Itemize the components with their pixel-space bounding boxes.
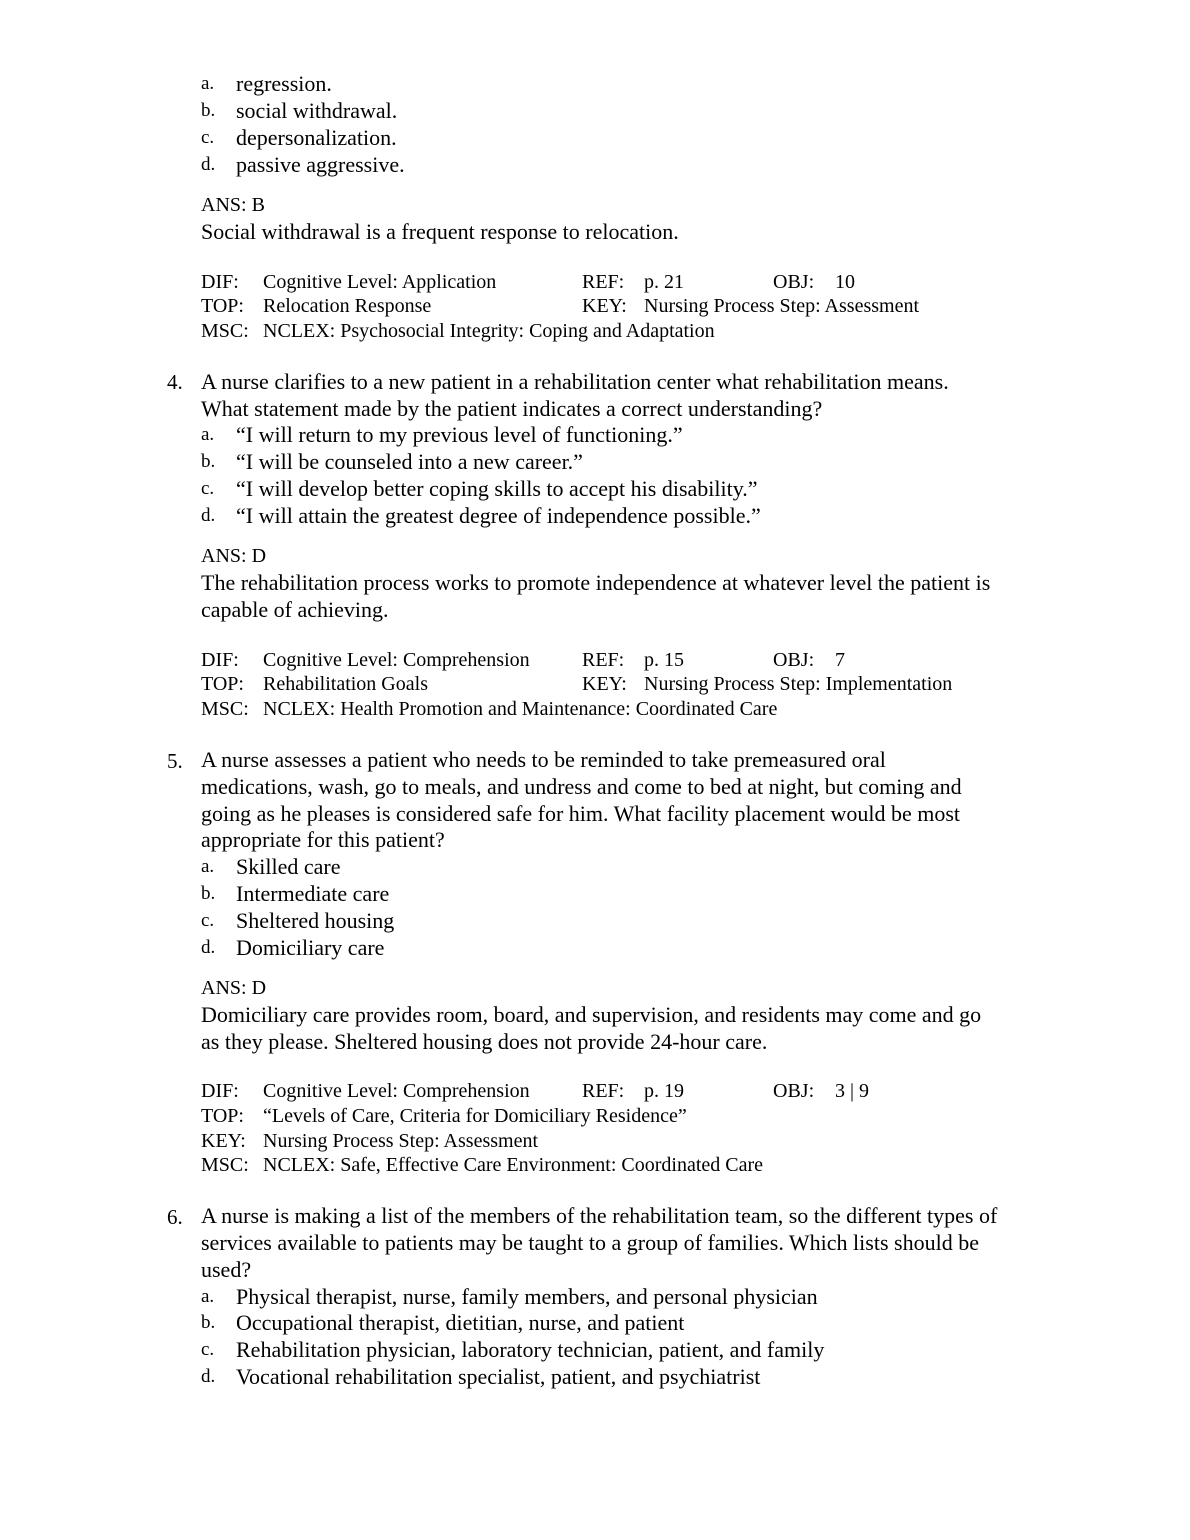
question-stem-line: used? xyxy=(201,1257,252,1282)
rationale-line: as they please. Sheltered housing does not provide 24-hour care. xyxy=(201,1029,768,1054)
top-value: Relocation Response xyxy=(263,295,432,317)
option-text: Physical therapist, nurse, family members, and personal physician xyxy=(236,1284,818,1309)
top-label: TOP: xyxy=(201,673,244,695)
option-letter: d. xyxy=(201,505,216,526)
option-letter: c. xyxy=(201,910,215,931)
ref-label: REF: xyxy=(582,649,625,671)
option-letter: d. xyxy=(201,154,216,175)
question-stem-line: medications, wash, go to meals, and undress and come to bed at night, but coming and xyxy=(201,774,962,799)
key-value: Nursing Process Step: Assessment xyxy=(644,295,919,317)
ref-value: p. 15 xyxy=(644,649,684,671)
rationale-line: Domiciliary care provides room, board, and supervision, and residents may come and go xyxy=(201,1002,982,1027)
top-value: “Levels of Care, Criteria for Domiciliary Residence” xyxy=(263,1105,687,1127)
dif-value: Cognitive Level: Comprehension xyxy=(263,649,530,671)
dif-label: DIF: xyxy=(201,1080,239,1102)
question-stem-line: going as he pleases is considered safe for him. What facility placement would be most xyxy=(201,801,960,826)
rationale-line: The rehabilitation process works to promote independence at whatever level the patient is xyxy=(201,570,991,595)
obj-value: 3 | 9 xyxy=(835,1080,870,1102)
ref-label: REF: xyxy=(582,271,625,293)
key-label: KEY: xyxy=(582,295,627,317)
top-label: TOP: xyxy=(201,1105,244,1127)
option-text: “I will develop better coping skills to accept his disability.” xyxy=(236,476,758,501)
option-letter: b. xyxy=(201,1312,216,1333)
option-letter: a. xyxy=(201,1286,215,1307)
obj-label: OBJ: xyxy=(773,649,815,671)
msc-label: MSC: xyxy=(201,320,249,342)
msc-label: MSC: xyxy=(201,698,249,720)
option-text: Domiciliary care xyxy=(236,935,385,960)
dif-label: DIF: xyxy=(201,271,239,293)
option-letter: a. xyxy=(201,73,215,94)
question-stem-line: appropriate for this patient? xyxy=(201,827,445,852)
obj-label: OBJ: xyxy=(773,271,815,293)
msc-value: NCLEX: Health Promotion and Maintenance: Coordinated Care xyxy=(263,698,778,720)
rationale-line: capable of achieving. xyxy=(201,597,389,622)
option-text: depersonalization. xyxy=(236,125,397,150)
option-text: Vocational rehabilitation specialist, patient, and psychiatrist xyxy=(236,1364,761,1389)
answer-label: ANS: B xyxy=(201,194,265,216)
option-text: Rehabilitation physician, laboratory technician, patient, and family xyxy=(236,1337,825,1362)
key-value: Nursing Process Step: Assessment xyxy=(263,1130,538,1152)
option-text: passive aggressive. xyxy=(236,152,405,177)
question-stem-line: services available to patients may be taught to a group of families. Which lists should be xyxy=(201,1230,979,1255)
obj-label: OBJ: xyxy=(773,1080,815,1102)
question-stem-line: A nurse clarifies to a new patient in a rehabilitation center what rehabilitation means. xyxy=(201,369,949,394)
dif-label: DIF: xyxy=(201,649,239,671)
dif-value: Cognitive Level: Comprehension xyxy=(263,1080,530,1102)
option-text: regression. xyxy=(236,71,332,96)
option-text: Occupational therapist, dietitian, nurse, and patient xyxy=(236,1310,685,1335)
key-label: KEY: xyxy=(201,1130,246,1152)
msc-value: NCLEX: Safe, Effective Care Environment: Coordinated Care xyxy=(263,1154,764,1176)
question-stem-line: A nurse assesses a patient who needs to be reminded to take premeasured oral xyxy=(201,747,886,772)
obj-value: 10 xyxy=(835,271,855,293)
top-value: Rehabilitation Goals xyxy=(263,673,428,695)
top-label: TOP: xyxy=(201,295,244,317)
option-text: “I will be counseled into a new career.” xyxy=(236,449,583,474)
option-text: “I will attain the greatest degree of independence possible.” xyxy=(236,503,761,528)
option-text: Intermediate care xyxy=(236,881,390,906)
msc-value: NCLEX: Psychosocial Integrity: Coping and Adaptation xyxy=(263,320,715,342)
question-stem-line: A nurse is making a list of the members of the rehabilitation team, so the different types of xyxy=(201,1203,998,1228)
option-letter: b. xyxy=(201,100,216,121)
option-text: Sheltered housing xyxy=(236,908,395,933)
option-letter: b. xyxy=(201,451,216,472)
obj-value: 7 xyxy=(835,649,845,671)
option-letter: c. xyxy=(201,478,215,499)
option-letter: c. xyxy=(201,127,215,148)
question-number: 5. xyxy=(167,749,183,773)
option-letter: a. xyxy=(201,424,215,445)
ref-label: REF: xyxy=(582,1080,625,1102)
option-text: Skilled care xyxy=(236,854,341,879)
ref-value: p. 19 xyxy=(644,1080,684,1102)
option-text: “I will return to my previous level of functioning.” xyxy=(236,422,683,447)
option-letter: d. xyxy=(201,1366,216,1387)
option-letter: b. xyxy=(201,883,216,904)
dif-value: Cognitive Level: Application xyxy=(263,271,497,293)
answer-label: ANS: D xyxy=(201,977,267,999)
ref-value: p. 21 xyxy=(644,271,684,293)
option-text: social withdrawal. xyxy=(236,98,398,123)
key-label: KEY: xyxy=(582,673,627,695)
rationale-line: Social withdrawal is a frequent response to relocation. xyxy=(201,219,679,244)
question-number: 4. xyxy=(167,370,183,394)
answer-label: ANS: D xyxy=(201,545,267,567)
question-number: 6. xyxy=(167,1205,183,1229)
option-letter: d. xyxy=(201,937,216,958)
option-letter: a. xyxy=(201,856,215,877)
msc-label: MSC: xyxy=(201,1154,249,1176)
question-stem-line: What statement made by the patient indicates a correct understanding? xyxy=(201,396,823,421)
option-letter: c. xyxy=(201,1339,215,1360)
key-value: Nursing Process Step: Implementation xyxy=(644,673,953,695)
